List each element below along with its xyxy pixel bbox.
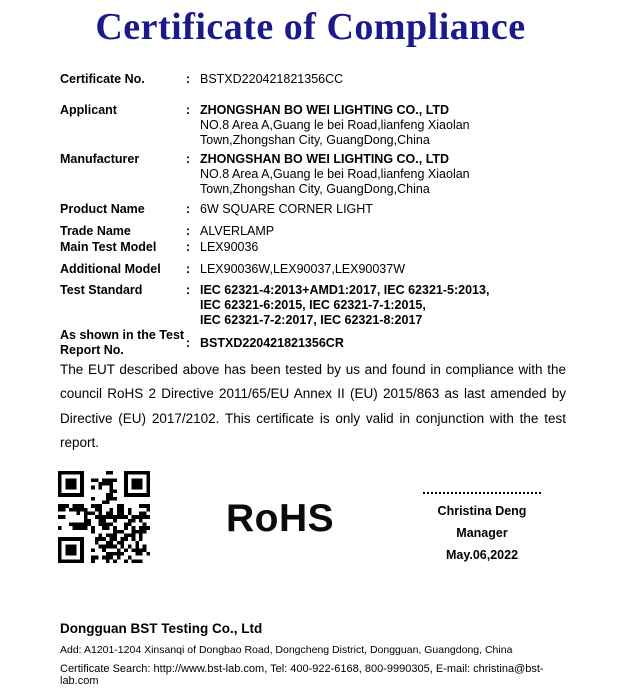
field-label: Certificate No. <box>60 72 145 86</box>
field-value <box>200 103 566 148</box>
compliance-statement: The EUT described above has been tested by us and found in compliance with the council RoHS 2 Directive 2011/65/EU Annex II (EU) 2015/863 as last amended by Directive (EU) 2017/2102. This certificate is only valid in conjunction with the test report. <box>60 362 566 450</box>
field-colon: : <box>186 103 191 117</box>
field-manufacturer <box>60 152 566 197</box>
field-colon: : <box>186 152 191 166</box>
test-standard-line: IEC 62321-4:2013+AMD1:2017, IEC 62321-5:2013, <box>200 283 490 297</box>
footer-company-name: Dongguan BST Testing Co., Ltd <box>60 621 263 636</box>
test-standard-line: IEC 62321-6:2015, IEC 62321-7-1:2015, <box>200 298 426 312</box>
field-label: Product Name <box>60 202 145 216</box>
field-additional-model <box>60 262 566 277</box>
applicant-address: NO.8 Area A,Guang le bei Road,lianfeng Xiaolan Town,Zhongshan City, GuangDong,China <box>200 118 470 147</box>
field-trade-name <box>60 224 566 239</box>
field-value: ALVERLAMP <box>200 224 275 238</box>
field-product-name <box>60 202 566 217</box>
signature-block <box>416 492 548 562</box>
field-colon: : <box>186 240 191 254</box>
field-value: 6W SQUARE CORNER LIGHT <box>200 202 373 216</box>
certificate-fields <box>60 72 566 358</box>
field-value: BSTXD220421821356CC <box>200 72 344 86</box>
field-test-report-no <box>60 328 566 358</box>
field-colon: : <box>186 72 191 86</box>
field-value: LEX90036W,LEX90037,LEX90037W <box>200 262 406 276</box>
certificate-title: Certificate of Compliance <box>95 6 526 48</box>
field-value: LEX90036 <box>200 240 259 254</box>
qr-code-image <box>58 471 150 563</box>
field-colon: : <box>186 262 191 276</box>
qr-code <box>58 471 150 563</box>
signer-title: Manager <box>456 526 508 540</box>
field-value <box>200 283 566 328</box>
field-label: Additional Model <box>60 262 161 276</box>
field-main-test-model <box>60 240 566 255</box>
footer <box>60 621 580 687</box>
signature-line <box>423 492 541 494</box>
field-label: Manufacturer <box>60 152 140 166</box>
footer-address: Add: A1201-1204 Xinsanqi of Dongbao Road, Dongcheng District, Dongguan, Guangdong, China <box>60 644 513 656</box>
field-label: As shown in the Test Report No. <box>60 328 185 357</box>
field-value: BSTXD220421821356CR <box>200 335 344 350</box>
manufacturer-address: NO.8 Area A,Guang le bei Road,lianfeng Xiaolan Town,Zhongshan City, GuangDong,China <box>200 167 470 196</box>
manufacturer-name: ZHONGSHAN BO WEI LIGHTING CO., LTD <box>200 152 450 166</box>
field-colon: : <box>186 335 191 350</box>
signer-name: Christina Deng <box>437 504 527 518</box>
field-test-standard <box>60 283 566 328</box>
field-label: Applicant <box>60 103 117 117</box>
field-colon: : <box>186 202 191 216</box>
field-label: Test Standard <box>60 283 143 297</box>
field-label: Main Test Model <box>60 240 157 254</box>
rohs-logo: RoHS <box>226 497 335 540</box>
field-certificate-no <box>60 72 566 87</box>
field-applicant <box>60 103 566 148</box>
applicant-name: ZHONGSHAN BO WEI LIGHTING CO., LTD <box>200 103 450 117</box>
field-colon: : <box>186 283 191 297</box>
field-value <box>200 152 566 197</box>
field-colon: : <box>186 224 191 238</box>
footer-contact: Certificate Search: http://www.bst-lab.com, Tel: 400-922-6168, 800-9990305, E-mail: christina@bst-lab.com <box>60 663 544 687</box>
signature-date: May.06,2022 <box>445 548 519 562</box>
field-label: Trade Name <box>60 224 131 238</box>
test-standard-line: IEC 62321-7-2:2017, IEC 62321-8:2017 <box>200 313 423 327</box>
